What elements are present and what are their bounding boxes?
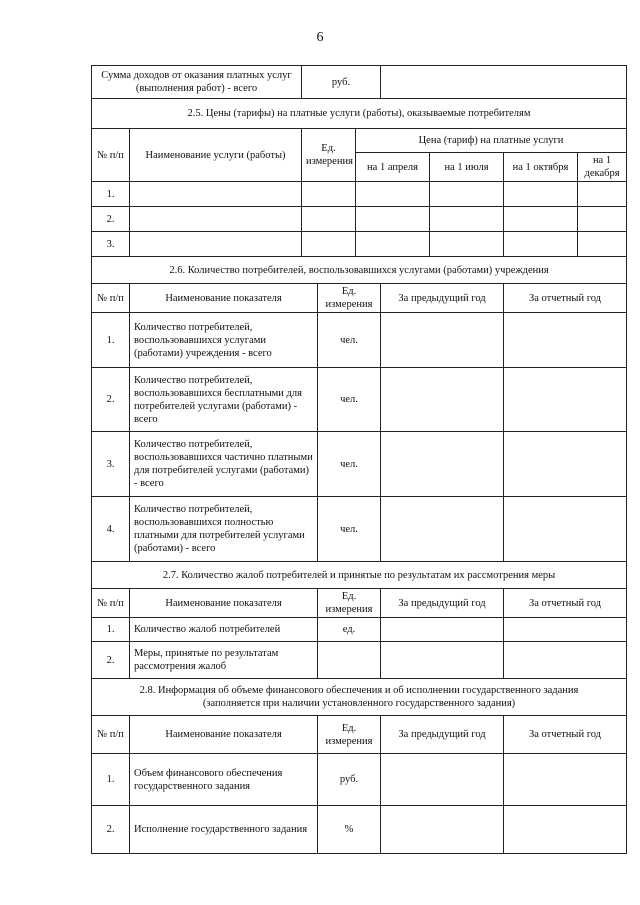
indicator-name: Объем финансового обеспечения государственного задания [130, 754, 318, 806]
s26-header-num: № п/п [92, 284, 130, 313]
table-row [92, 182, 627, 207]
row-number: 2. [92, 368, 130, 432]
income-unit: руб. [302, 66, 381, 99]
unit: ед. [318, 618, 381, 642]
s25-header-unit: Ед. измерения [302, 129, 356, 182]
cur-year-cell[interactable] [504, 806, 627, 854]
s27-header-prev: За предыдущий год [381, 589, 504, 618]
indicator-name: Количество жалоб потребителей [130, 618, 318, 642]
s26-header-unit: Ед. измерения [318, 284, 381, 313]
report-table [91, 65, 627, 854]
indicator-name: Количество потребителей, воспользовавшихся полностью платными для потребителей услугами (работами) - всего [130, 497, 318, 562]
cell[interactable] [356, 182, 430, 207]
cell[interactable] [356, 232, 430, 257]
table-row [92, 232, 627, 257]
s28-header-prev: За предыдущий год [381, 716, 504, 754]
row-number: 1. [92, 618, 130, 642]
unit: % [318, 806, 381, 854]
s28-header-unit: Ед. измерения [318, 716, 381, 754]
unit: чел. [318, 497, 381, 562]
cell[interactable] [130, 232, 302, 257]
table-row [92, 432, 627, 497]
section-2-5-title: 2.5. Цены (тарифы) на платные услуги (работы), оказываемые потребителям [92, 99, 627, 129]
s27-header-num: № п/п [92, 589, 130, 618]
income-label: Сумма доходов от оказания платных услуг (выполнения работ) - всего [92, 66, 302, 99]
table-row [92, 207, 627, 232]
row-number: 1. [92, 313, 130, 368]
s27-header-name: Наименование показателя [130, 589, 318, 618]
cell[interactable] [302, 232, 356, 257]
indicator-name: Количество потребителей, воспользовавшихся бесплатными для потребителей услугами (работами) - всего [130, 368, 318, 432]
row-number: 2. [92, 806, 130, 854]
unit: чел. [318, 432, 381, 497]
prev-year-cell[interactable] [381, 313, 504, 368]
section-2-8-heading: 2.8. Информация об объеме финансового обеспечения и об исполнении государственного задания [139, 685, 579, 696]
indicator-name: Исполнение государственного задания [130, 806, 318, 854]
prev-year-cell[interactable] [381, 432, 504, 497]
cell[interactable] [504, 232, 578, 257]
row-number: 4. [92, 497, 130, 562]
s25-header-july: на 1 июля [430, 153, 504, 182]
row-number: 2. [92, 642, 130, 679]
cell[interactable] [430, 182, 504, 207]
cell[interactable] [430, 207, 504, 232]
indicator-name: Количество потребителей, воспользовавшихся частично платными для потребителей услугами (работами) - всего [130, 432, 318, 497]
cell[interactable] [430, 232, 504, 257]
table-row [92, 754, 627, 806]
s28-header-num: № п/п [92, 716, 130, 754]
row-number: 3. [92, 232, 130, 257]
cur-year-cell[interactable] [504, 642, 627, 679]
row-number: 3. [92, 432, 130, 497]
prev-year-cell[interactable] [381, 618, 504, 642]
row-number: 1. [92, 754, 130, 806]
section-2-7-title: 2.7. Количество жалоб потребителей и принятые по результатам их рассмотрения меры [92, 562, 627, 589]
unit [318, 642, 381, 679]
section-2-6-title: 2.6. Количество потребителей, воспользовавшихся услугами (работами) учреждения [92, 257, 627, 284]
indicator-name: Меры, принятые по результатам рассмотрения жалоб [130, 642, 318, 679]
prev-year-cell[interactable] [381, 754, 504, 806]
prev-year-cell[interactable] [381, 368, 504, 432]
s26-header-prev: За предыдущий год [381, 284, 504, 313]
s26-header-cur: За отчетный год [504, 284, 627, 313]
s25-header-october: на 1 октября [504, 153, 578, 182]
prev-year-cell[interactable] [381, 806, 504, 854]
unit: руб. [318, 754, 381, 806]
s28-header-name: Наименование показателя [130, 716, 318, 754]
row-number: 2. [92, 207, 130, 232]
cell[interactable] [130, 207, 302, 232]
cur-year-cell[interactable] [504, 497, 627, 562]
s27-header-unit: Ед. измерения [318, 589, 381, 618]
s25-header-april: на 1 апреля [356, 153, 430, 182]
cell[interactable] [302, 182, 356, 207]
table-row [92, 497, 627, 562]
table-row [92, 313, 627, 368]
s25-header-december: на 1 декабря [578, 153, 627, 182]
income-value-cell[interactable] [381, 66, 627, 99]
prev-year-cell[interactable] [381, 497, 504, 562]
cell[interactable] [504, 207, 578, 232]
section-2-8-title [92, 679, 627, 716]
s27-header-cur: За отчетный год [504, 589, 627, 618]
s28-header-cur: За отчетный год [504, 716, 627, 754]
section-2-8-subtitle: (заполняется при наличии установленного государственного задания) [202, 698, 516, 709]
cur-year-cell[interactable] [504, 313, 627, 368]
cell[interactable] [130, 182, 302, 207]
unit: чел. [318, 313, 381, 368]
cell[interactable] [578, 207, 627, 232]
cell[interactable] [578, 232, 627, 257]
cell[interactable] [356, 207, 430, 232]
table-row [92, 368, 627, 432]
table-row [92, 642, 627, 679]
cell[interactable] [302, 207, 356, 232]
s26-header-name: Наименование показателя [130, 284, 318, 313]
row-number: 1. [92, 182, 130, 207]
cell[interactable] [578, 182, 627, 207]
cur-year-cell[interactable] [504, 618, 627, 642]
cur-year-cell[interactable] [504, 368, 627, 432]
cell[interactable] [504, 182, 578, 207]
cur-year-cell[interactable] [504, 754, 627, 806]
unit: чел. [318, 368, 381, 432]
table-row [92, 618, 627, 642]
cur-year-cell[interactable] [504, 432, 627, 497]
s25-header-num: № п/п [92, 129, 130, 182]
income-row [92, 66, 627, 99]
page-number: 6 [316, 30, 324, 45]
prev-year-cell[interactable] [381, 642, 504, 679]
table-row [92, 806, 627, 854]
indicator-name: Количество потребителей, воспользовавшихся услугами (работами) учреждения - всего [130, 313, 318, 368]
s25-header-price: Цена (тариф) на платные услуги [356, 129, 627, 153]
s25-header-name: Наименование услуги (работы) [130, 129, 302, 182]
